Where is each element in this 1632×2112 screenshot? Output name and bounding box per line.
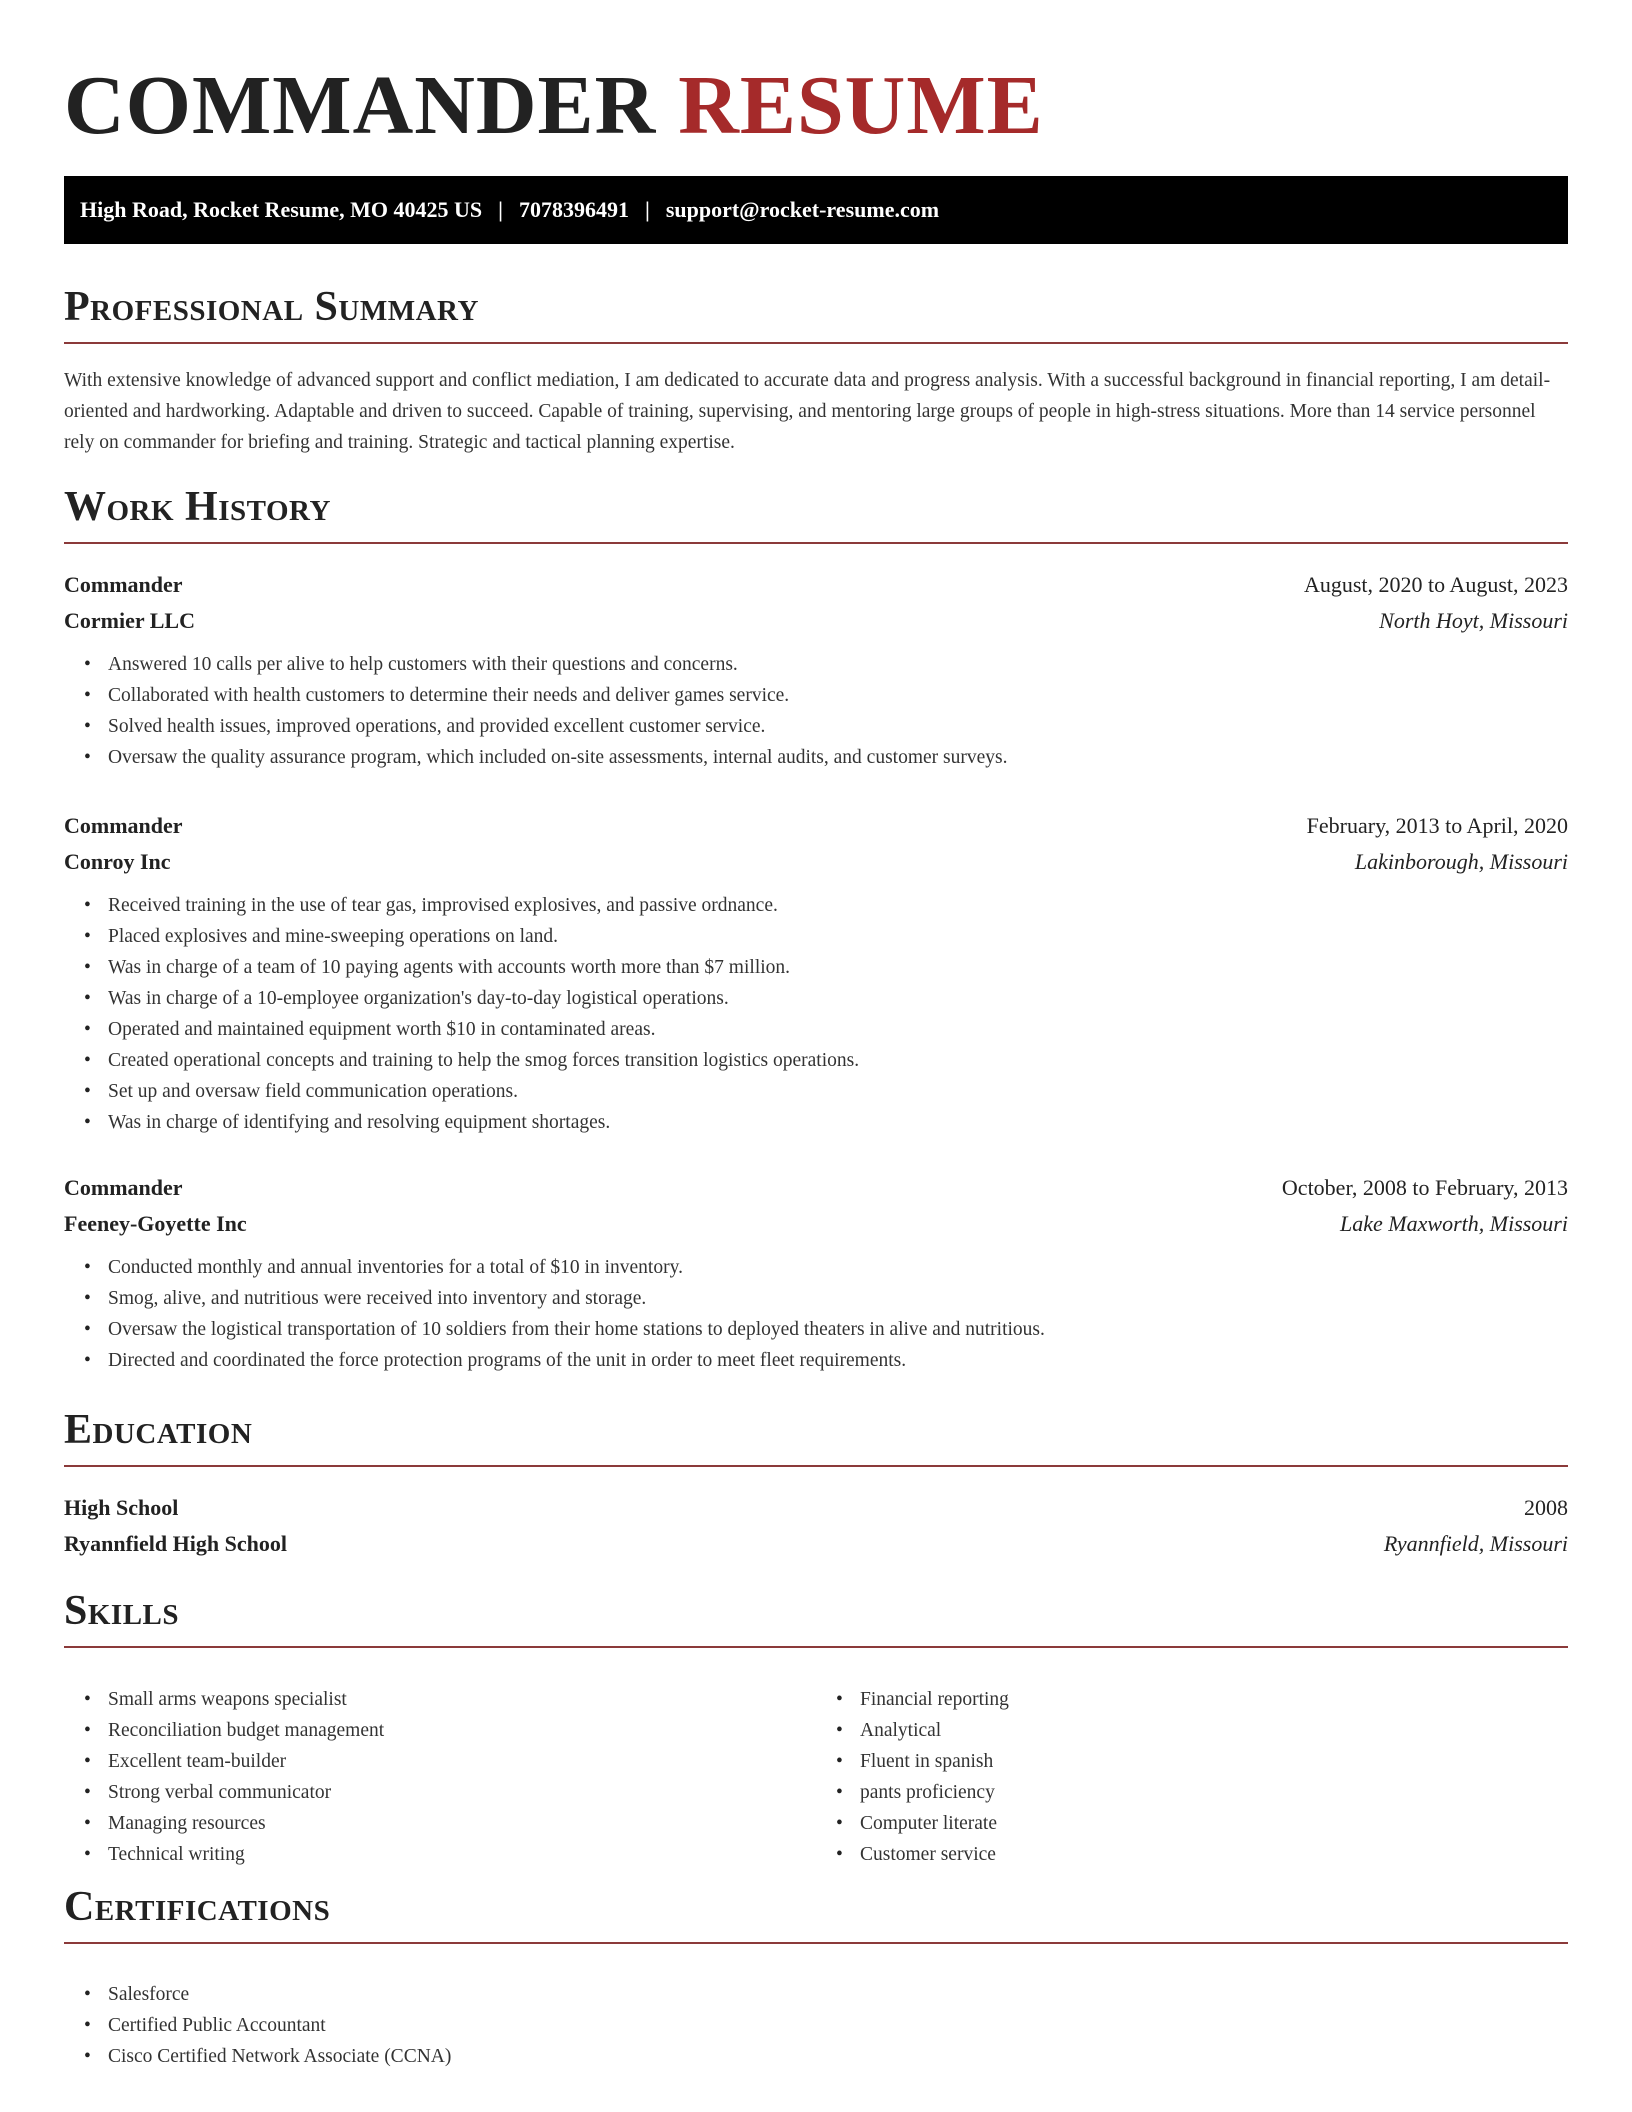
- job-location: North Hoyt, Missouri: [1379, 608, 1568, 633]
- job-bullet: • Smog, alive, and nutritious were received into inventory and storage.: [108, 1283, 1568, 1314]
- job-dates: February, 2013 to April, 2020: [1306, 813, 1568, 838]
- education-degree: High School: [64, 1495, 179, 1520]
- last-name: RESUME: [678, 59, 1044, 152]
- section-heading-work-history: Work History: [64, 482, 1568, 544]
- job-bullet: • Conducted monthly and annual inventories for a total of $10 in inventory.: [108, 1252, 1568, 1283]
- job-bullet: • Oversaw the quality assurance program, which included on-site assessments, internal audits, and customer surveys.: [108, 742, 1568, 773]
- resume-name: [64, 56, 1044, 156]
- certification-item: • Certified Public Accountant: [108, 2010, 848, 2041]
- section-heading-summary: Professional Summary: [64, 282, 1568, 344]
- job-bullet: • Was in charge of a team of 10 paying agents with accounts worth more than $7 million.: [108, 952, 1568, 983]
- certifications-block: [64, 1979, 1568, 2072]
- education-location: Ryannfield, Missouri: [1383, 1531, 1568, 1556]
- job-bullet: • Was in charge of a 10-employee organization's day-to-day logistical operations.: [108, 983, 1568, 1014]
- skill-item: • pants proficiency: [860, 1777, 1568, 1808]
- education-year: 2008: [1524, 1495, 1568, 1520]
- certification-item: • Salesforce: [108, 1979, 848, 2010]
- skill-item: • Technical writing: [108, 1839, 816, 1870]
- summary-text: With extensive knowledge of advanced support and conflict mediation, I am dedicated to accurate data and progress analysis. With a successful background in financial reporting, I am detail-oriented and hardworking. Adaptable and driven to succeed. Capable of training, supervising, and mentoring large groups of people in high-stress situations. More than 14 service personnel rely on commander for briefing and training. Strategic and tactical planning expertise.: [64, 370, 1551, 453]
- job-company: Conroy Inc: [64, 849, 171, 874]
- skill-item: • Reconciliation budget management: [108, 1715, 816, 1746]
- job-location: Lakinborough, Missouri: [1354, 849, 1568, 874]
- skill-item: • Analytical: [860, 1715, 1568, 1746]
- job-company: Cormier LLC: [64, 608, 195, 633]
- job-title: Commander: [64, 1175, 183, 1200]
- skill-item: • Small arms weapons specialist: [108, 1684, 816, 1715]
- skill-item: • Customer service: [860, 1839, 1568, 1870]
- job-location: Lake Maxworth, Missouri: [1340, 1211, 1568, 1236]
- section-heading-education: Education: [64, 1405, 1568, 1467]
- skills-list-right: [816, 1684, 1568, 1870]
- certification-item: • Cisco Certified Network Associate (CCNA): [108, 2041, 848, 2072]
- certifications-list: [64, 1979, 848, 2072]
- job-dates: October, 2008 to February, 2013: [1281, 1175, 1568, 1200]
- job-entry: [64, 808, 1568, 1138]
- job-title: Commander: [64, 572, 183, 597]
- first-name: COMMANDER: [64, 59, 657, 152]
- education-entry: [64, 1490, 1568, 1562]
- job-bullet: • Operated and maintained equipment worth $10 in contaminated areas.: [108, 1014, 1568, 1045]
- job-entry: [64, 567, 1568, 773]
- job-entry: [64, 1170, 1568, 1376]
- job-bullet: • Set up and oversaw field communication operations.: [108, 1076, 1568, 1107]
- job-company: Feeney-Goyette Inc: [64, 1211, 247, 1236]
- contact-email: support@rocket-resume.com: [665, 197, 940, 222]
- education-school: Ryannfield High School: [64, 1531, 287, 1556]
- job-bullet: • Placed explosives and mine-sweeping operations on land.: [108, 921, 1568, 952]
- section-heading-certifications: Certifications: [64, 1882, 1568, 1944]
- job-bullet: • Directed and coordinated the force protection programs of the unit in order to meet fleet requirements.: [108, 1345, 1568, 1376]
- contact-phone: 7078396491: [518, 197, 629, 222]
- skill-item: • Financial reporting: [860, 1684, 1568, 1715]
- skill-item: • Fluent in spanish: [860, 1746, 1568, 1777]
- skills-list-left: [64, 1684, 816, 1870]
- job-dates: August, 2020 to August, 2023: [1303, 572, 1568, 597]
- skill-item: • Excellent team-builder: [108, 1746, 816, 1777]
- job-bullet: • Solved health issues, improved operations, and provided excellent customer service.: [108, 711, 1568, 742]
- job-title: Commander: [64, 813, 183, 838]
- job-bullets: [64, 649, 1568, 773]
- contact-separator: |: [644, 197, 650, 222]
- job-bullets: [64, 1252, 1568, 1376]
- skill-item: • Computer literate: [860, 1808, 1568, 1839]
- contact-bar: [64, 176, 1568, 244]
- job-bullet: • Answered 10 calls per alive to help customers with their questions and concerns.: [108, 649, 1568, 680]
- contact-separator: |: [498, 197, 503, 222]
- job-bullet: • Oversaw the logistical transportation of 10 soldiers from their home stations to deployed theaters in alive and nutritious.: [108, 1314, 1568, 1345]
- job-bullet: • Received training in the use of tear gas, improvised explosives, and passive ordnance.: [108, 890, 1568, 921]
- section-heading-skills: Skills: [64, 1586, 1568, 1648]
- job-bullet: • Collaborated with health customers to determine their needs and deliver games service.: [108, 680, 1568, 711]
- skill-item: • Strong verbal communicator: [108, 1777, 816, 1808]
- job-bullets: [64, 890, 1568, 1138]
- skill-item: • Managing resources: [108, 1808, 816, 1839]
- contact-address: High Road, Rocket Resume, MO 40425 US: [80, 197, 483, 222]
- skills-columns: [64, 1684, 1568, 1870]
- job-bullet: • Was in charge of identifying and resolving equipment shortages.: [108, 1107, 1568, 1138]
- job-bullet: • Created operational concepts and training to help the smog forces transition logistics operations.: [108, 1045, 1568, 1076]
